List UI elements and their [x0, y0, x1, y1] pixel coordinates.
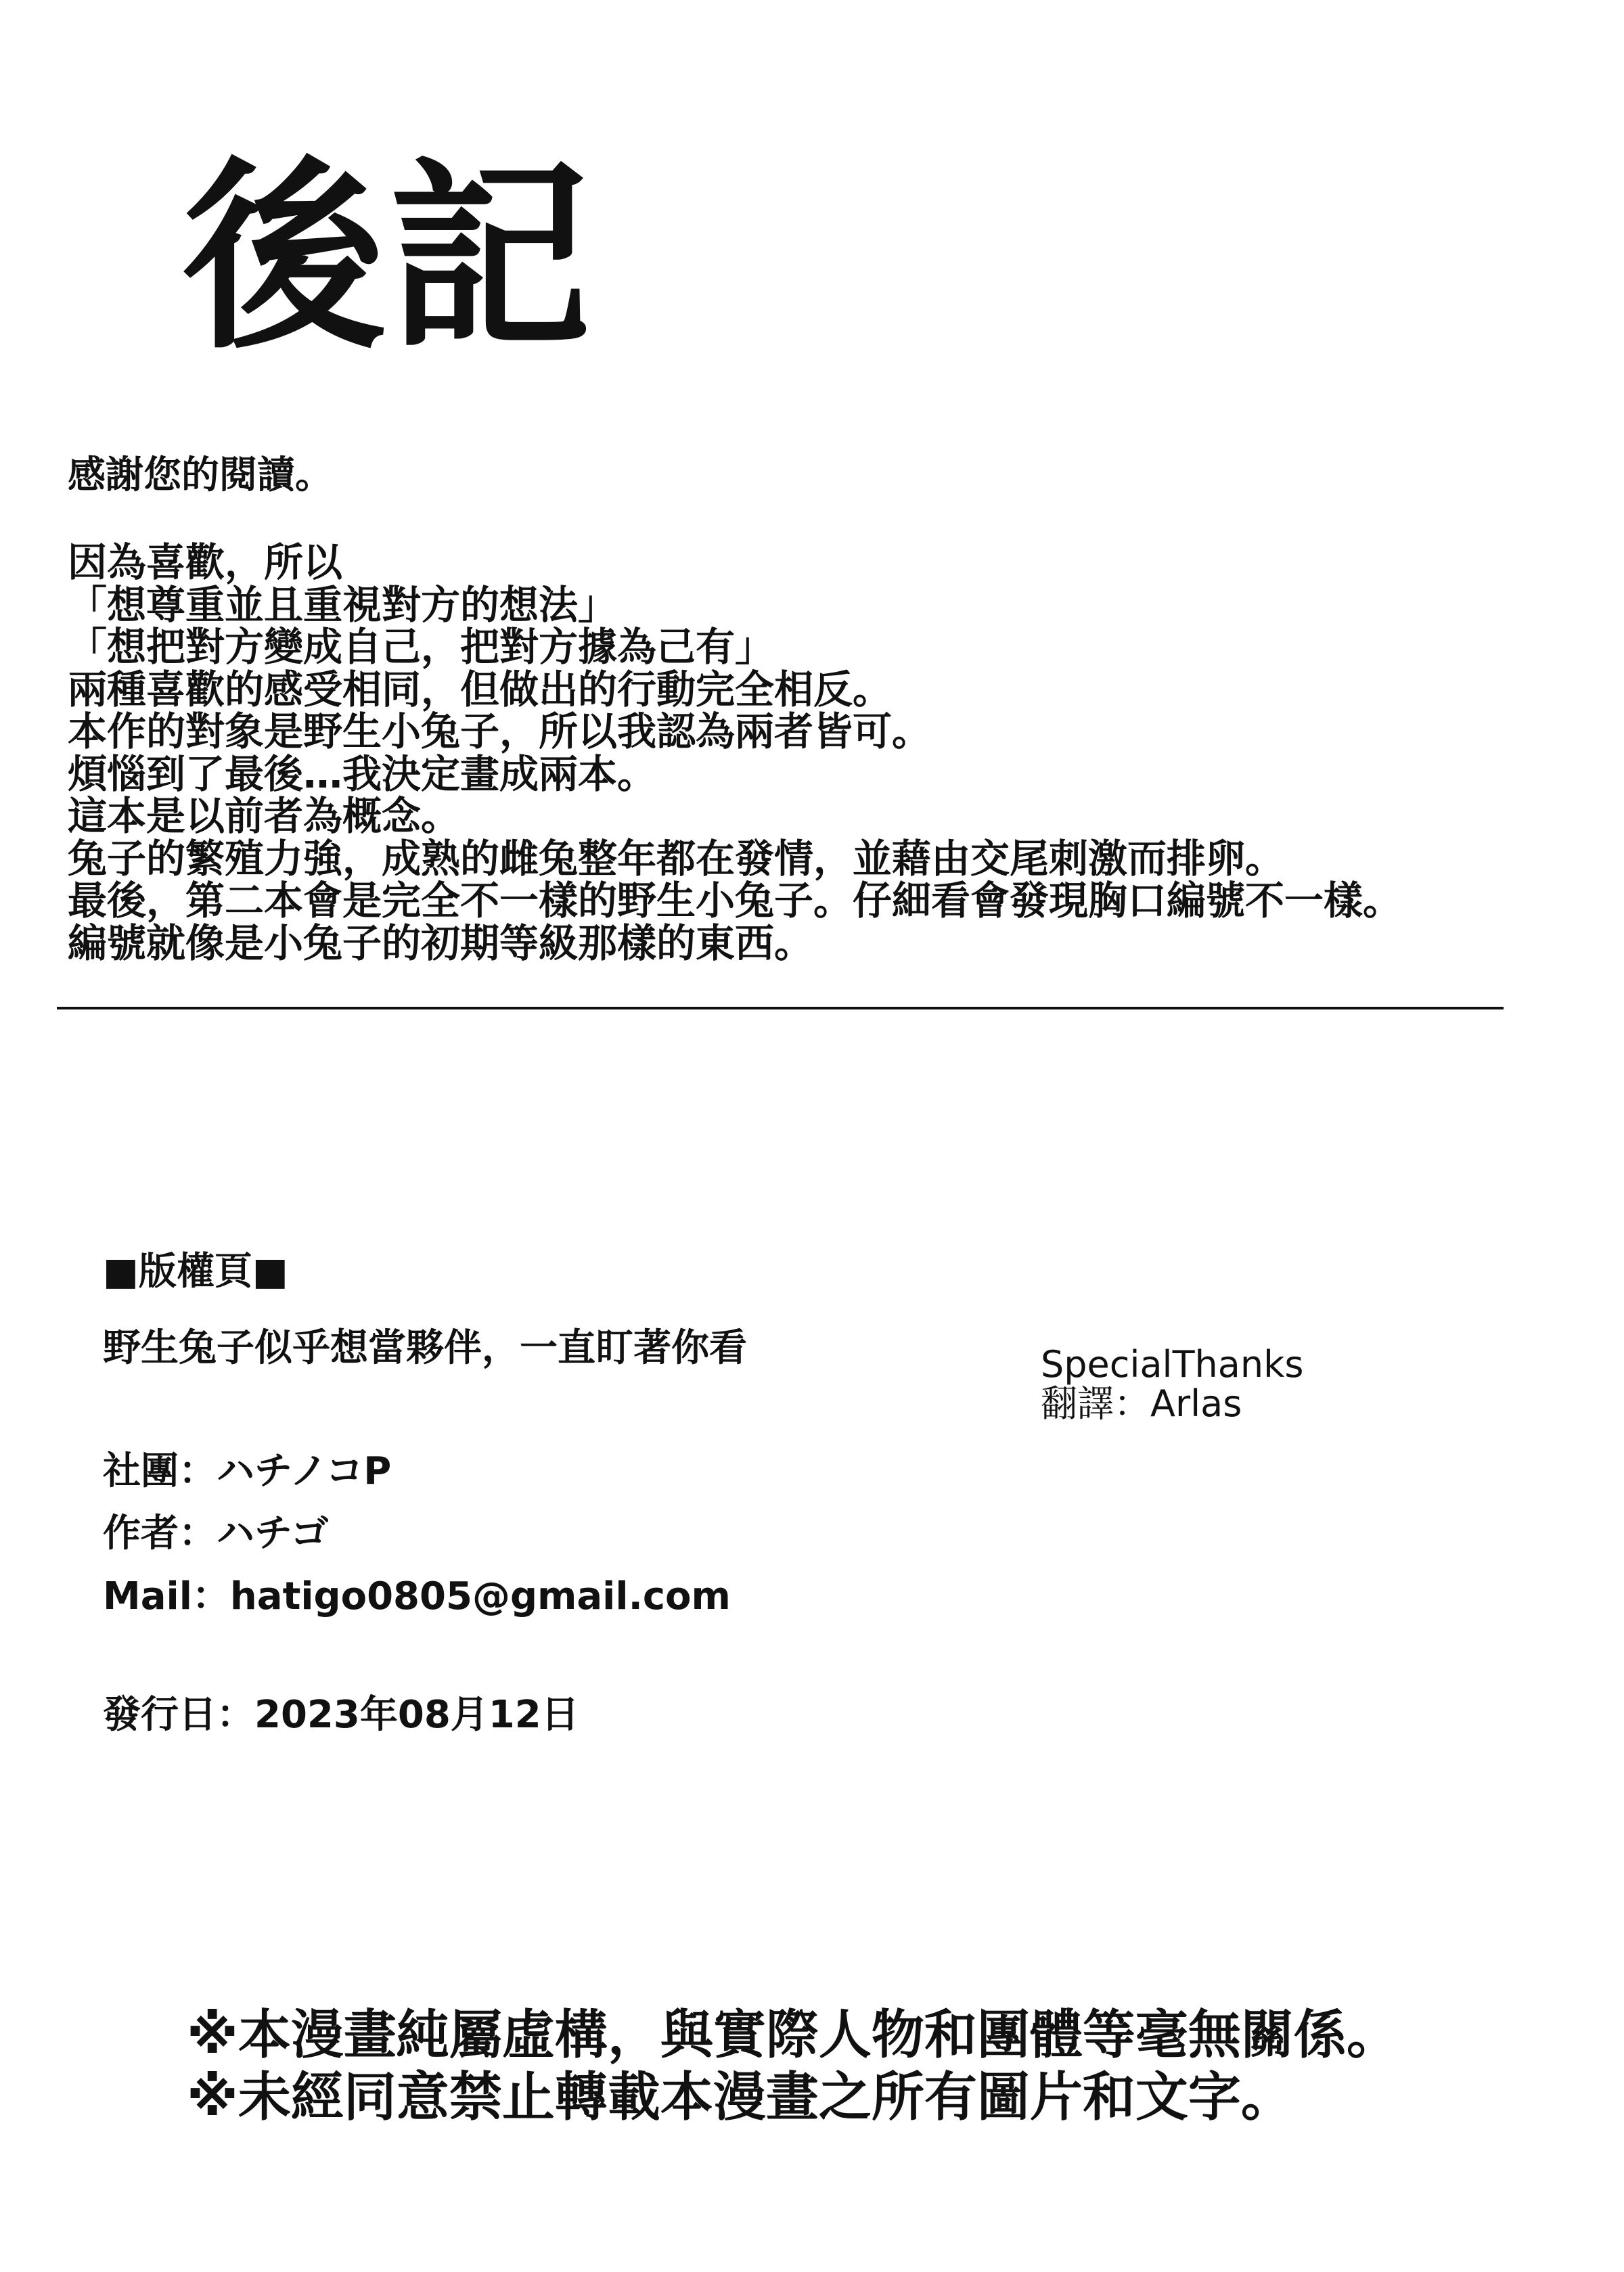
message-line: 這本是以前者為概念。 — [68, 793, 461, 839]
release-date: 發行日：2023年08月12日 — [103, 1693, 579, 1737]
thanks-text: 感謝您的閱讀。 — [68, 453, 333, 497]
disclaimer-line: ※未經同意禁止轉載本漫畫之所有圖片和文字。 — [187, 2067, 1294, 2128]
message-line: 最後，第二本會是完全不一樣的野生小兔子。仔細看會發現胸口編號不一樣。 — [68, 878, 1403, 924]
page-title: 後記 — [183, 140, 594, 376]
translator-credit: 翻譯：Arlas — [1041, 1382, 1242, 1425]
message-line: 本作的對象是野生小兔子，所以我認為兩者皆可。 — [68, 708, 932, 754]
message-line: 兩種喜歡的感受相同，但做出的行動完全相反。 — [68, 666, 893, 712]
message-line: 編號就像是小兔子的初期等級那樣的東西。 — [68, 919, 814, 966]
author-credit: 作者：ハチゴ — [103, 1512, 329, 1555]
disclaimer-line: ※本漫畫純屬虛構，與實際人物和團體等毫無關係。 — [187, 2005, 1399, 2066]
work-title: 野生兔子似乎想當夥伴，一直盯著你看 — [103, 1326, 747, 1370]
copyright-heading: ■版權頁■ — [103, 1250, 288, 1294]
special-thanks-heading: SpecialThanks — [1041, 1343, 1304, 1386]
message-line: 兔子的繁殖力強，成熟的雌兔整年都在發情，並藉由交尾刺激而排卵。 — [68, 835, 1285, 882]
message-line: 「想把對方變成自己，把對方據為己有」 — [68, 624, 775, 670]
special-thanks — [1041, 1345, 1304, 1424]
mail-address: Mail：hatigo0805@gmail.com — [103, 1574, 731, 1618]
circle-credit: 社團：ハチノコP — [103, 1449, 392, 1493]
section-divider — [57, 1007, 1504, 1009]
disclaimer — [187, 2004, 1399, 2129]
afterword-message — [68, 541, 1402, 964]
message-line: 「想尊重並且重視對方的想法」 — [68, 581, 618, 628]
message-line: 煩惱到了最後…我決定畫成兩本。 — [68, 750, 657, 797]
message-line: 因為喜歡，所以 — [68, 539, 343, 585]
